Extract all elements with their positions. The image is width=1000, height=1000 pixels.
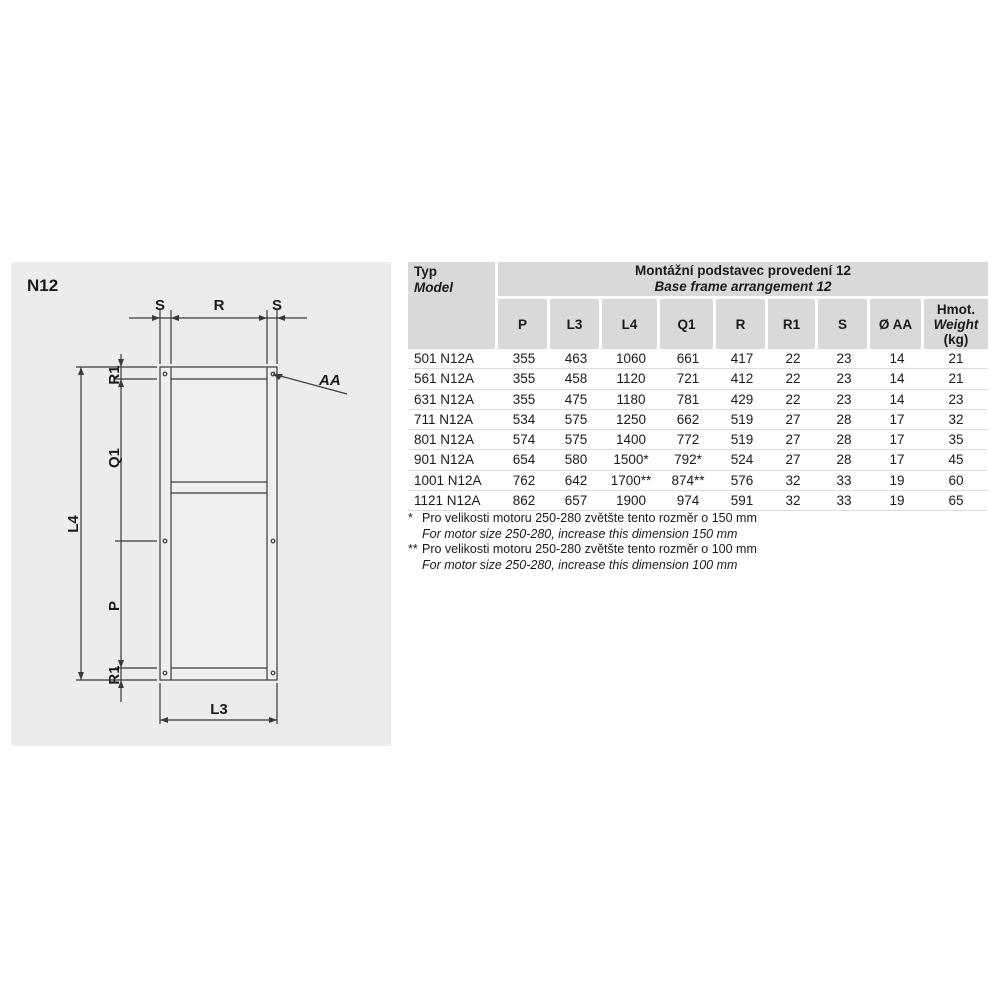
table-cell: 32 — [768, 471, 818, 491]
table-cell: 60 — [924, 471, 988, 491]
table-cell: 1400 — [602, 430, 660, 450]
table-cell: 22 — [768, 369, 818, 389]
table-cell: 580 — [550, 450, 602, 470]
table-cell: 657 — [550, 491, 602, 511]
footnote-1-mark: * — [408, 511, 413, 525]
table-cell: 1250 — [602, 410, 660, 430]
table-cell: 1120 — [602, 369, 660, 389]
header-group — [498, 262, 988, 299]
dim-label-r: R — [213, 297, 225, 314]
table-cell: 576 — [716, 471, 768, 491]
table-cell: 14 — [870, 390, 924, 410]
table-cell: 417 — [716, 349, 768, 369]
table-cell: 721 — [660, 369, 716, 389]
header-col-l3: L3 — [550, 299, 602, 349]
table-cell: 429 — [716, 390, 768, 410]
base-frame-drawing — [11, 262, 391, 746]
table-cell: 65 — [924, 491, 988, 511]
dim-label-r1-top: R1 — [106, 365, 123, 385]
table-cell: 21 — [924, 369, 988, 389]
table-cell: 772 — [660, 430, 716, 450]
table-row — [408, 390, 988, 410]
dim-label-r1-bottom: R1 — [106, 665, 123, 685]
table-cell: 355 — [498, 390, 550, 410]
table-cell: 1500* — [602, 450, 660, 470]
table-cell: 45 — [924, 450, 988, 470]
dim-label-s-right: S — [271, 297, 283, 314]
header-col-weight — [924, 299, 988, 349]
table-cell: 1060 — [602, 349, 660, 369]
table-cell-model: 561 N12A — [408, 369, 498, 389]
dim-label-p: P — [106, 600, 123, 612]
footnote-1-en: For motor size 250-280, increase this dimension 150 mm — [422, 526, 738, 541]
table-cell: 14 — [870, 349, 924, 369]
table-cell-model: 1001 N12A — [408, 471, 498, 491]
table-cell: 17 — [870, 430, 924, 450]
table-cell: 28 — [818, 410, 870, 430]
header-weight-en: Weight — [933, 316, 979, 332]
table-cell: 862 — [498, 491, 550, 511]
header-col-r1: R1 — [768, 299, 818, 349]
table-cell: 458 — [550, 369, 602, 389]
table-cell: 23 — [924, 390, 988, 410]
table-cell: 654 — [498, 450, 550, 470]
header-col-q1: Q1 — [660, 299, 716, 349]
table-cell: 17 — [870, 410, 924, 430]
header-col-l4: L4 — [602, 299, 660, 349]
table-cell: 23 — [818, 369, 870, 389]
header-group-en: Base frame arrangement 12 — [654, 279, 832, 294]
table-cell: 23 — [818, 390, 870, 410]
footnote-1-cz: Pro velikosti motoru 250-280 zvětšte tento rozměr o 150 mm — [422, 511, 757, 525]
dim-label-l3: L3 — [210, 701, 228, 718]
table-cell: 475 — [550, 390, 602, 410]
table-cell: 575 — [550, 430, 602, 450]
header-group-cz: Montážní podstavec provedení 12 — [635, 263, 852, 278]
table-cell-model: 711 N12A — [408, 410, 498, 430]
header-typ: Typ — [414, 264, 437, 279]
table-cell: 27 — [768, 430, 818, 450]
table-cell: 762 — [498, 471, 550, 491]
table-row — [408, 471, 988, 491]
table-row — [408, 491, 988, 511]
table-cell: 22 — [768, 390, 818, 410]
table-cell-model: 1121 N12A — [408, 491, 498, 511]
header-col-r: R — [716, 299, 768, 349]
table-cell: 534 — [498, 410, 550, 430]
table-cell: 19 — [870, 471, 924, 491]
table-cell: 591 — [716, 491, 768, 511]
table-cell: 874** — [660, 471, 716, 491]
table-cell: 33 — [818, 471, 870, 491]
table-cell-model: 801 N12A — [408, 430, 498, 450]
header-weight-cz: Hmot. — [936, 301, 976, 317]
table-cell: 355 — [498, 349, 550, 369]
table-cell: 33 — [818, 491, 870, 511]
table-cell: 32 — [768, 491, 818, 511]
table-cell: 28 — [818, 450, 870, 470]
table-cell: 1180 — [602, 390, 660, 410]
table-cell: 519 — [716, 410, 768, 430]
table-cell: 574 — [498, 430, 550, 450]
table-cell: 1700** — [602, 471, 660, 491]
table-cell: 17 — [870, 450, 924, 470]
frame-schematic — [11, 262, 391, 746]
table-row — [408, 430, 988, 450]
table-cell: 661 — [660, 349, 716, 369]
dim-label-l4: L4 — [65, 515, 82, 533]
table-cell: 792* — [660, 450, 716, 470]
table-cell: 642 — [550, 471, 602, 491]
header-model: Model — [414, 280, 453, 295]
drawing-title: N12 — [27, 276, 59, 295]
table-cell: 1900 — [602, 491, 660, 511]
table-cell: 524 — [716, 450, 768, 470]
table-cell: 781 — [660, 390, 716, 410]
table-cell-model: 631 N12A — [408, 390, 498, 410]
table-cell: 27 — [768, 410, 818, 430]
header-col-p: P — [498, 299, 550, 349]
table-cell: 463 — [550, 349, 602, 369]
dimension-table — [408, 262, 988, 511]
table-cell: 27 — [768, 450, 818, 470]
table-cell: 32 — [924, 410, 988, 430]
table-row — [408, 410, 988, 430]
footnote-2-cz: Pro velikosti motoru 250-280 zvětšte tento rozměr o 100 mm — [422, 542, 757, 556]
table-cell: 35 — [924, 430, 988, 450]
header-typ-model — [408, 262, 498, 349]
footnote-2-mark: ** — [408, 542, 418, 556]
header-col-aa: Ø AA — [870, 299, 924, 349]
footnote-2-en: For motor size 250-280, increase this dimension 100 mm — [422, 557, 738, 572]
table-cell-model: 901 N12A — [408, 450, 498, 470]
dim-label-q1: Q1 — [106, 447, 123, 469]
table-cell-model: 501 N12A — [408, 349, 498, 369]
table-cell: 662 — [660, 410, 716, 430]
table-row — [408, 349, 988, 369]
table-cell: 575 — [550, 410, 602, 430]
table-cell: 22 — [768, 349, 818, 369]
table-body — [408, 349, 988, 511]
table-cell: 519 — [716, 430, 768, 450]
table-cell: 14 — [870, 369, 924, 389]
header-col-s: S — [818, 299, 870, 349]
table-cell: 19 — [870, 491, 924, 511]
table-cell: 28 — [818, 430, 870, 450]
header-weight-unit: (kg) — [943, 331, 969, 347]
table-row — [408, 450, 988, 470]
footnote-2 — [408, 542, 757, 573]
table-cell: 23 — [818, 349, 870, 369]
table-cell: 355 — [498, 369, 550, 389]
dim-label-aa: AA — [319, 372, 341, 389]
dim-label-s-left: S — [154, 297, 166, 314]
table-cell: 412 — [716, 369, 768, 389]
footnote-1 — [408, 511, 757, 542]
table-cell: 21 — [924, 349, 988, 369]
table-cell: 974 — [660, 491, 716, 511]
footnotes — [408, 511, 757, 573]
table-row — [408, 369, 988, 389]
